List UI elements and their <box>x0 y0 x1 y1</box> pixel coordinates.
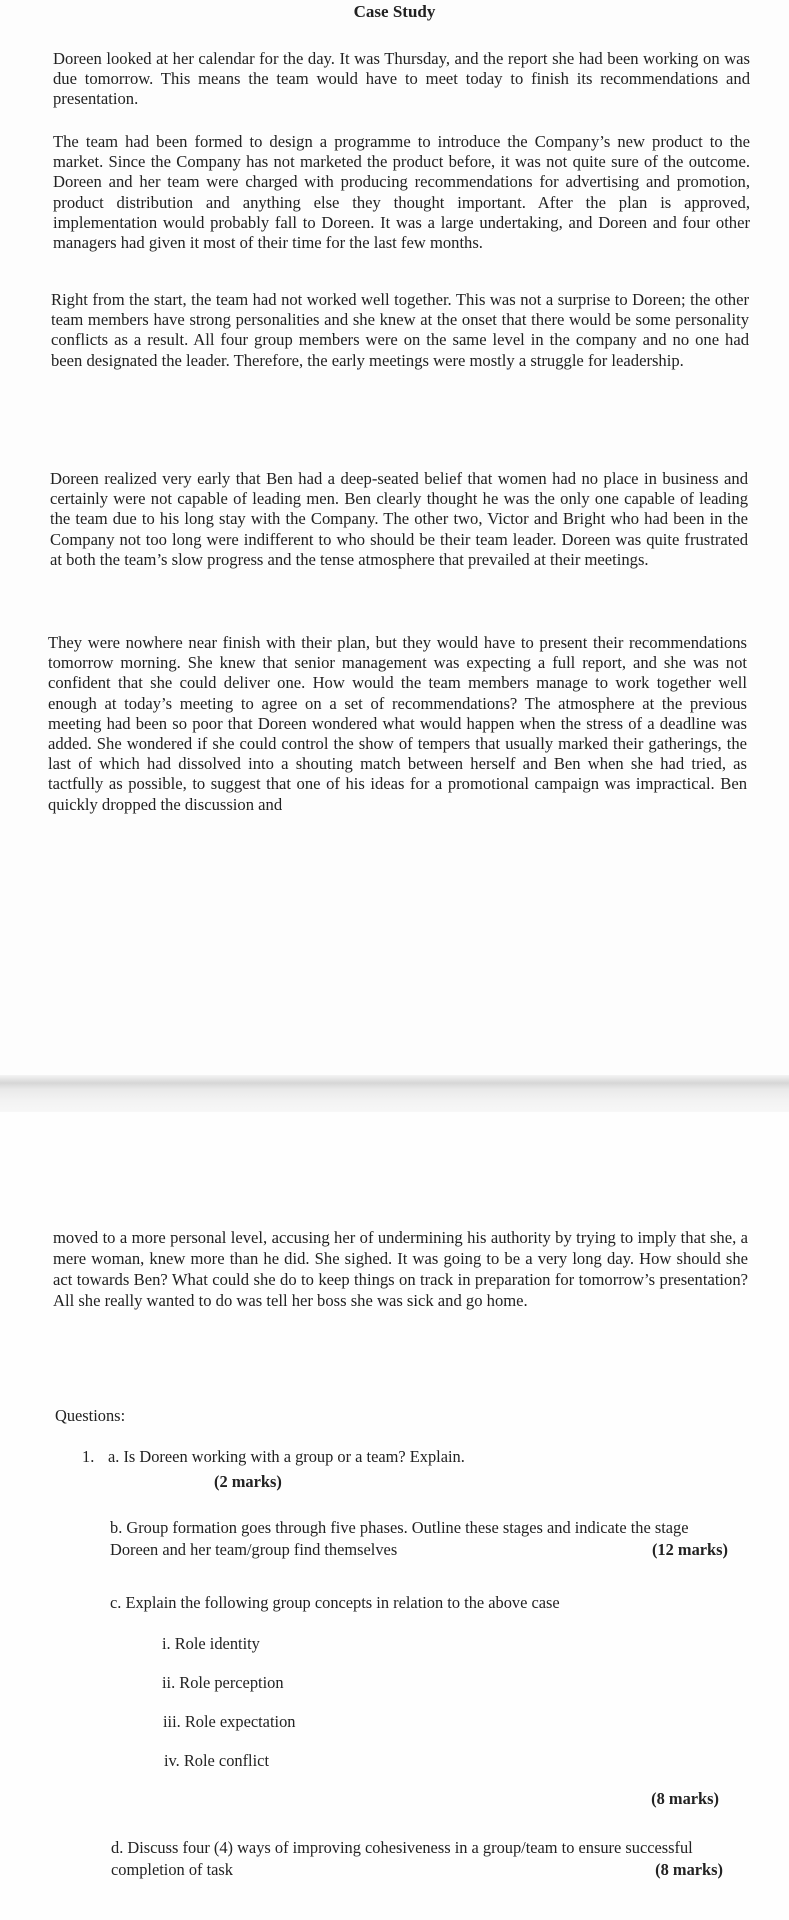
question-1a-text: a. Is Doreen working with a group or a team? Explain. <box>108 1447 465 1466</box>
role-conflict-item: iv. Role conflict <box>164 1751 269 1770</box>
paragraph-5: They were nowhere near finish with their plan, but they would have to present their recommendations tomorrow morning. She knew that senior management was expecting a full report, and she was not confident that she could deliver one. How would the team members manage to work together well enough at today’s meeting to agree on a set of recommendations? The atmosphere at the previous meeting had been so poor that Doreen wondered what would happen when the stress of a deadline was added. She wondered if she could control the show of tempers that usually marked their gatherings, the last of which had dissolved into a shouting match between herself and Ben when she had tried, as tactfully as possible, to suggest that one of his ideas for a promotional campaign was impractical. Ben quickly dropped the discussion and <box>48 633 747 814</box>
question-1c-marks: (8 marks) <box>651 1789 719 1808</box>
document-page-2 <box>0 1112 789 1920</box>
questions-heading: Questions: <box>55 1406 126 1425</box>
question-1d-text: d. Discuss four (4) ways of improving cohesiveness in a group/team to ensure successful completion of task <box>111 1838 693 1879</box>
paragraph-3: Right from the start, the team had not worked well together. This was not a surprise to Doreen; the other team members have strong personalities and she knew at the onset that there would be some personality conflicts as a result. All four group members were on the same level in the company and no one had been designated the leader. Therefore, the early meetings were mostly a struggle for leadership. <box>51 290 749 370</box>
role-identity-item: i. Role identity <box>162 1634 260 1653</box>
document-title: Case Study <box>353 2 436 21</box>
page-separator <box>0 1075 789 1115</box>
question-1-number: 1. <box>82 1447 95 1466</box>
question-1a-marks: (2 marks) <box>214 1472 282 1491</box>
question-1c-text: c. Explain the following group concepts in relation to the above case <box>110 1593 560 1612</box>
paragraph-6: moved to a more personal level, accusing her of undermining his authority by trying to imply that she, a mere woman, knew more than he did. She sighed. It was going to be a very long day. How should she act towards Ben? What could she do to keep things on track in preparation for tomorrow’s presentation? All she really wanted to do was tell her boss she was sick and go home. <box>53 1228 748 1310</box>
question-1b-marks: (12 marks) <box>651 1540 728 1559</box>
role-expectation-item: iii. Role expectation <box>163 1712 296 1731</box>
paragraph-2: The team had been formed to design a programme to introduce the Company’s new product to the market. Since the Company has not marketed the product before, it was not quite sure of the outcome. Doreen and her team were charged with producing recommendations for advertising and promotion, product distribution and anything else they thought important. After the plan is approved, implementation would probably fall to Doreen. It was a large undertaking, and Doreen and four other managers had given it most of their time for the last few months. <box>53 132 750 253</box>
paragraph-4: Doreen realized very early that Ben had a deep-seated belief that women had no place in business and certainly were not capable of leading men. Ben clearly thought he was the only one capable of leading the team due to his long stay with the Company. The other two, Victor and Bright who had been in the Company not too long were indifferent to who should be their team leader. Doreen was quite frustrated at both the team’s slow progress and the tense atmosphere that prevailed at their meetings. <box>50 469 748 569</box>
question-1b-text: b. Group formation goes through five phases. Outline these stages and indicate the stage Doreen and her team/group find themselves <box>110 1518 689 1559</box>
question-1d-marks: (8 marks) <box>655 1860 723 1879</box>
role-perception-item: ii. Role perception <box>162 1673 284 1692</box>
paragraph-1: Doreen looked at her calendar for the day. It was Thursday, and the report she had been working on was due tomorrow. This means the team would have to meet today to finish its recommendations and presentation. <box>53 49 750 109</box>
